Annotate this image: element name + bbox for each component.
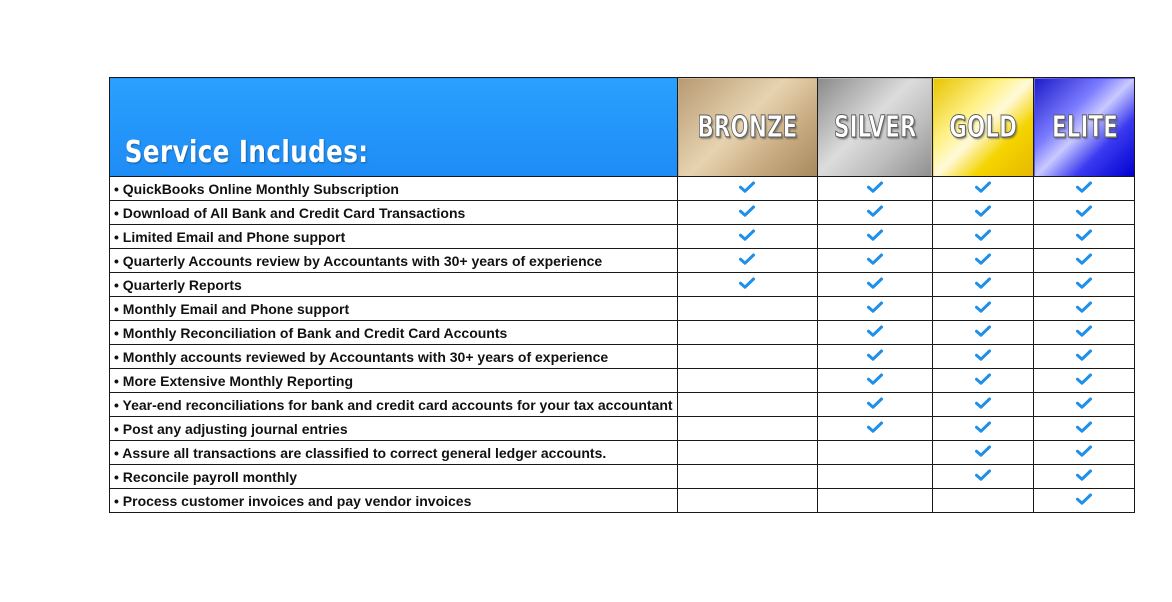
tier-cell-bronze — [678, 345, 818, 369]
checkmark-icon — [867, 301, 883, 313]
tier-cell-elite — [1034, 369, 1135, 393]
tier-label-elite: ELITE — [1051, 109, 1118, 145]
feature-label: • Quarterly Accounts review by Accountants with 30+ years of experience — [110, 249, 678, 273]
tier-cell-gold — [933, 273, 1034, 297]
feature-label: • QuickBooks Online Monthly Subscription — [110, 177, 678, 201]
tier-label-bronze: BRONZE — [697, 109, 798, 145]
tier-cell-silver — [817, 441, 933, 465]
tier-cell-gold — [933, 297, 1034, 321]
checkmark-icon — [739, 181, 755, 193]
checkmark-icon — [975, 253, 991, 265]
checkmark-icon — [867, 373, 883, 385]
table-row — [110, 297, 1135, 321]
checkmark-icon — [975, 229, 991, 241]
tier-cell-bronze — [678, 201, 818, 225]
tier-cell-silver — [817, 225, 933, 249]
checkmark-icon — [867, 229, 883, 241]
feature-label: • Year-end reconciliations for bank and credit card accounts for your tax accountant — [110, 393, 678, 417]
tier-cell-elite — [1034, 321, 1135, 345]
tier-header-gold — [933, 78, 1034, 177]
tier-cell-bronze — [678, 321, 818, 345]
tier-cell-gold — [933, 489, 1034, 513]
table-row — [110, 441, 1135, 465]
tier-cell-bronze — [678, 441, 818, 465]
checkmark-icon — [1076, 205, 1092, 217]
checkmark-icon — [1076, 421, 1092, 433]
table-row — [110, 345, 1135, 369]
tier-cell-bronze — [678, 369, 818, 393]
tier-cell-gold — [933, 225, 1034, 249]
checkmark-icon — [1076, 349, 1092, 361]
tier-cell-elite — [1034, 201, 1135, 225]
checkmark-icon — [1076, 493, 1092, 505]
tier-cell-gold — [933, 201, 1034, 225]
checkmark-icon — [975, 277, 991, 289]
tier-cell-gold — [933, 393, 1034, 417]
feature-label: • Monthly accounts reviewed by Accountants with 30+ years of experience — [110, 345, 678, 369]
checkmark-icon — [739, 205, 755, 217]
checkmark-icon — [1076, 469, 1092, 481]
table-row — [110, 489, 1135, 513]
tier-cell-silver — [817, 345, 933, 369]
tier-cell-bronze — [678, 225, 818, 249]
tier-cell-gold — [933, 369, 1034, 393]
tier-cell-silver — [817, 465, 933, 489]
tier-cell-elite — [1034, 393, 1135, 417]
tier-cell-bronze — [678, 417, 818, 441]
table-row — [110, 273, 1135, 297]
tier-header-elite — [1034, 78, 1135, 177]
tier-cell-silver — [817, 369, 933, 393]
table-row — [110, 249, 1135, 273]
checkmark-icon — [867, 421, 883, 433]
tier-cell-elite — [1034, 465, 1135, 489]
table-row — [110, 321, 1135, 345]
checkmark-icon — [739, 253, 755, 265]
feature-label: • Process customer invoices and pay vendor invoices — [110, 489, 678, 513]
tier-cell-silver — [817, 201, 933, 225]
header-cell — [110, 78, 678, 177]
tier-cell-gold — [933, 417, 1034, 441]
tier-cell-elite — [1034, 177, 1135, 201]
page-title: Service Includes: — [124, 135, 369, 170]
feature-label: • Post any adjusting journal entries — [110, 417, 678, 441]
pricing-comparison-table — [109, 77, 1135, 513]
checkmark-icon — [739, 229, 755, 241]
tier-cell-bronze — [678, 177, 818, 201]
checkmark-icon — [975, 301, 991, 313]
tier-cell-elite — [1034, 345, 1135, 369]
checkmark-icon — [867, 397, 883, 409]
table-row — [110, 225, 1135, 249]
tier-cell-elite — [1034, 441, 1135, 465]
tier-cell-bronze — [678, 273, 818, 297]
feature-label: • Reconcile payroll monthly — [110, 465, 678, 489]
table-row — [110, 393, 1135, 417]
checkmark-icon — [975, 445, 991, 457]
table-row — [110, 417, 1135, 441]
feature-label: • Download of All Bank and Credit Card Transactions — [110, 201, 678, 225]
tier-cell-silver — [817, 273, 933, 297]
tier-cell-bronze — [678, 249, 818, 273]
table-row — [110, 369, 1135, 393]
checkmark-icon — [1076, 445, 1092, 457]
tier-cell-elite — [1034, 417, 1135, 441]
checkmark-icon — [975, 397, 991, 409]
checkmark-icon — [1076, 253, 1092, 265]
checkmark-icon — [975, 325, 991, 337]
checkmark-icon — [1076, 181, 1092, 193]
checkmark-icon — [739, 277, 755, 289]
tier-cell-silver — [817, 417, 933, 441]
checkmark-icon — [1076, 325, 1092, 337]
feature-label: • Monthly Email and Phone support — [110, 297, 678, 321]
tier-cell-gold — [933, 177, 1034, 201]
checkmark-icon — [1076, 373, 1092, 385]
tier-header-silver — [817, 78, 933, 177]
tier-cell-elite — [1034, 273, 1135, 297]
tier-cell-bronze — [678, 297, 818, 321]
feature-label: • Quarterly Reports — [110, 273, 678, 297]
checkmark-icon — [1076, 229, 1092, 241]
checkmark-icon — [1076, 277, 1092, 289]
table-row — [110, 177, 1135, 201]
tier-label-silver: SILVER — [833, 109, 917, 145]
tier-cell-bronze — [678, 393, 818, 417]
checkmark-icon — [975, 205, 991, 217]
tier-cell-gold — [933, 441, 1034, 465]
tier-cell-elite — [1034, 489, 1135, 513]
feature-label: • More Extensive Monthly Reporting — [110, 369, 678, 393]
tier-cell-bronze — [678, 465, 818, 489]
tier-cell-silver — [817, 177, 933, 201]
tier-cell-elite — [1034, 297, 1135, 321]
checkmark-icon — [975, 181, 991, 193]
tier-cell-silver — [817, 489, 933, 513]
checkmark-icon — [867, 349, 883, 361]
tier-cell-gold — [933, 465, 1034, 489]
checkmark-icon — [867, 277, 883, 289]
feature-rows — [110, 177, 1135, 513]
tier-header-bronze — [678, 78, 818, 177]
tier-cell-silver — [817, 297, 933, 321]
checkmark-icon — [867, 253, 883, 265]
checkmark-icon — [975, 469, 991, 481]
tier-cell-silver — [817, 249, 933, 273]
tier-cell-elite — [1034, 225, 1135, 249]
feature-label: • Limited Email and Phone support — [110, 225, 678, 249]
checkmark-icon — [867, 325, 883, 337]
table-row — [110, 201, 1135, 225]
tier-cell-elite — [1034, 249, 1135, 273]
tier-cell-silver — [817, 393, 933, 417]
feature-label: • Assure all transactions are classified to correct general ledger accounts. — [110, 441, 678, 465]
checkmark-icon — [975, 421, 991, 433]
tier-cell-silver — [817, 321, 933, 345]
tier-cell-bronze — [678, 489, 818, 513]
checkmark-icon — [1076, 397, 1092, 409]
checkmark-icon — [975, 373, 991, 385]
table-header-row — [110, 78, 1135, 177]
checkmark-icon — [975, 349, 991, 361]
checkmark-icon — [867, 181, 883, 193]
feature-label: • Monthly Reconciliation of Bank and Credit Card Accounts — [110, 321, 678, 345]
tier-cell-gold — [933, 249, 1034, 273]
checkmark-icon — [867, 205, 883, 217]
checkmark-icon — [1076, 301, 1092, 313]
tier-label-gold: GOLD — [949, 109, 1018, 145]
tier-cell-gold — [933, 321, 1034, 345]
table-row — [110, 465, 1135, 489]
tier-cell-gold — [933, 345, 1034, 369]
